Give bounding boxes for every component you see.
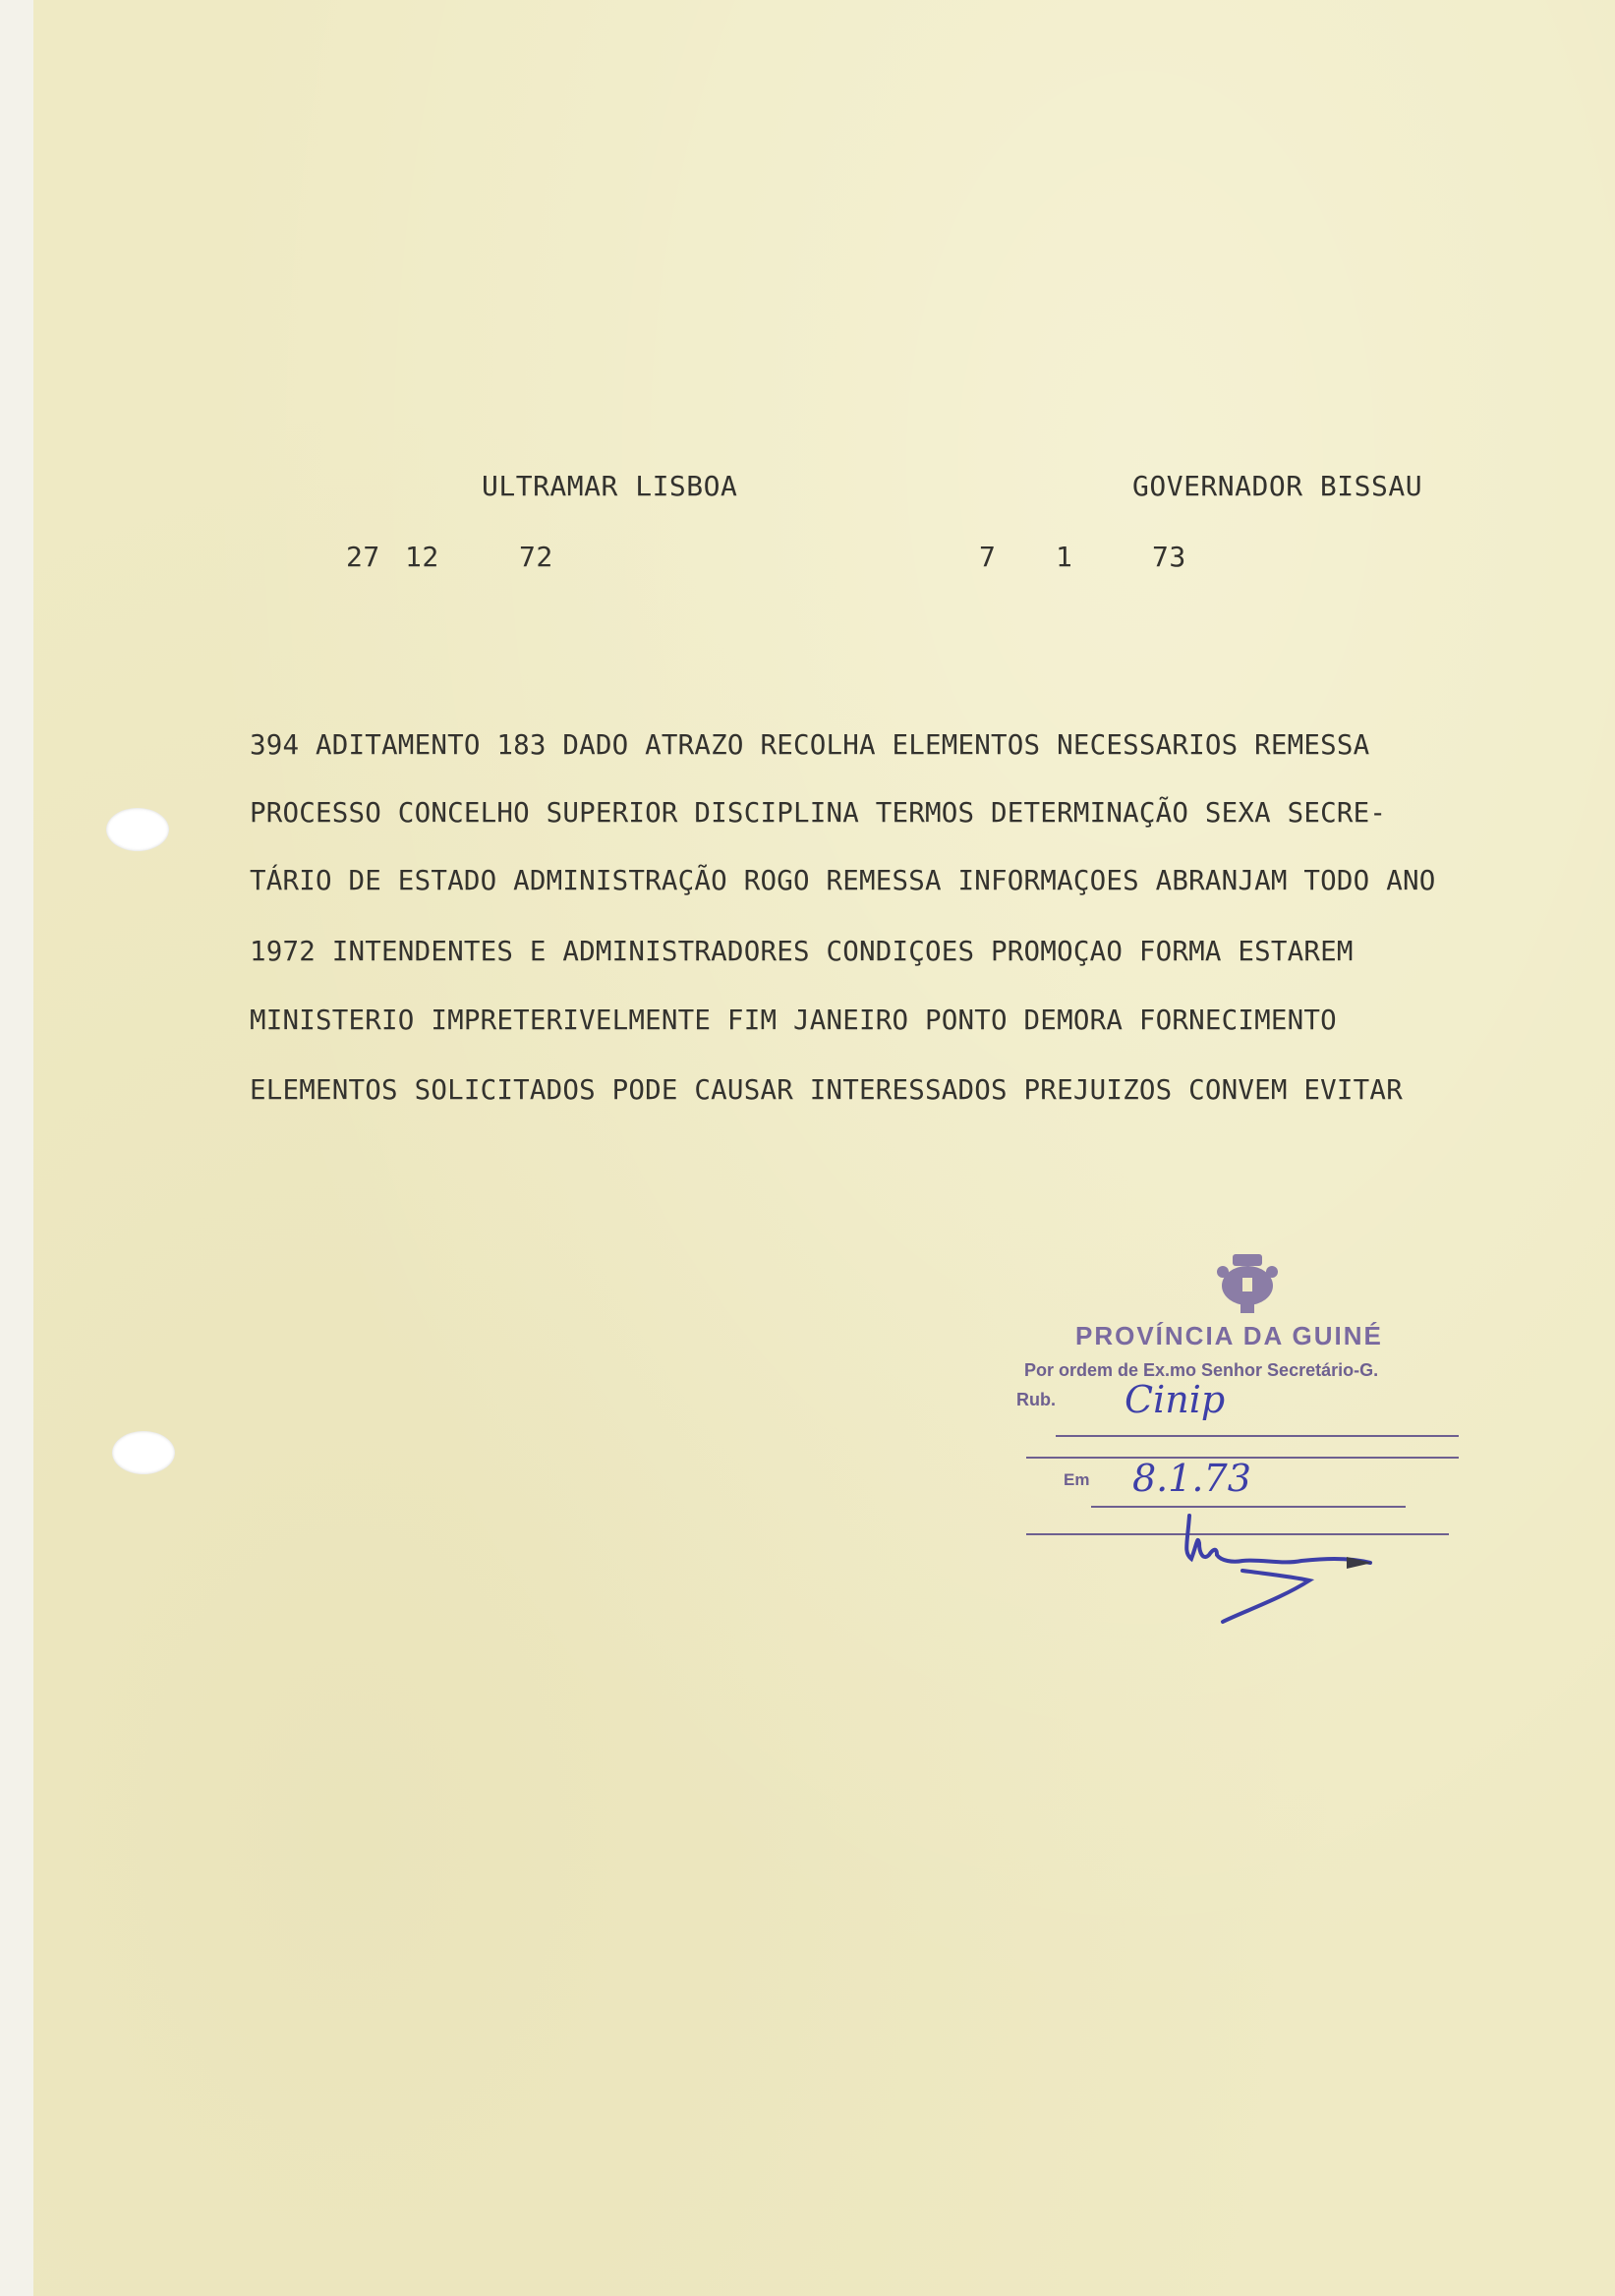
received-month: 1: [1056, 541, 1073, 573]
sent-month: 12: [405, 541, 439, 573]
received-day: 7: [979, 541, 997, 573]
body-line: PROCESSO CONCELHO SUPERIOR DISCIPLINA TERMOS DETERMINAÇÃO SEXA SECRE-: [250, 797, 1387, 829]
province-stamp: [1016, 1248, 1488, 1641]
body-line: 1972 INTENDENTES E ADMINISTRADORES CONDIÇOES PROMOÇAO FORMA ESTAREM: [250, 936, 1354, 967]
document-sheet: [33, 0, 1615, 2296]
stamp-date-label: Em: [1064, 1470, 1090, 1489]
coat-of-arms-icon: [1203, 1248, 1292, 1317]
stamp-rule: [1091, 1506, 1406, 1508]
handwritten-date: 8.1.73: [1132, 1457, 1251, 1500]
punch-hole: [106, 808, 169, 851]
recipient-office: GOVERNADOR BISSAU: [1132, 470, 1423, 502]
signature-icon: [1115, 1514, 1429, 1632]
handwritten-initials: Cinip: [1125, 1378, 1226, 1421]
sent-year: 72: [519, 541, 553, 573]
body-line: MINISTERIO IMPRETERIVELMENTE FIM JANEIRO PONTO DEMORA FORNECIMENTO: [250, 1004, 1337, 1036]
stamp-subtitle: Por ordem de Ex.mo Senhor Secretário-G.: [1024, 1360, 1379, 1380]
body-line: 394 ADITAMENTO 183 DADO ATRAZO RECOLHA ELEMENTOS NECESSARIOS REMESSA: [250, 729, 1370, 761]
punch-hole: [112, 1431, 175, 1474]
stamp-rule: [1056, 1435, 1459, 1437]
sender-office: ULTRAMAR LISBOA: [482, 470, 738, 502]
stamp-title: PROVÍNCIA DA GUINÉ: [1075, 1321, 1383, 1350]
sent-day: 27: [346, 541, 380, 573]
stamp-rub-label: Rub.: [1016, 1390, 1056, 1409]
body-line: ELEMENTOS SOLICITADOS PODE CAUSAR INTERESSADOS PREJUIZOS CONVEM EVITAR: [250, 1074, 1403, 1106]
body-line: TÁRIO DE ESTADO ADMINISTRAÇÃO ROGO REMESSA INFORMAÇOES ABRANJAM TODO ANO: [250, 865, 1436, 896]
received-year: 73: [1152, 541, 1186, 573]
